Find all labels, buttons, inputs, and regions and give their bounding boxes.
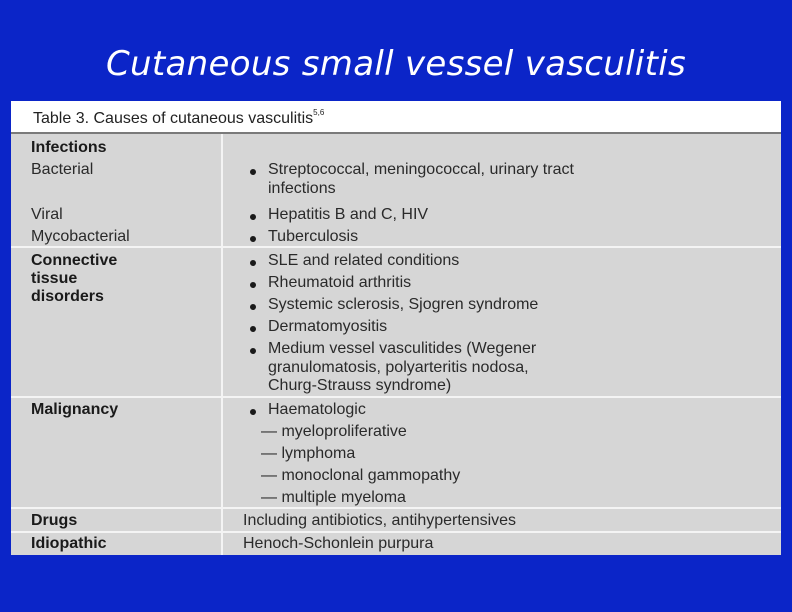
cause-multiple-myeloma: — multiple myeloma bbox=[261, 489, 406, 506]
cause-bacterial-line-1: Streptococcal, meningococcal, urinary tract bbox=[268, 161, 574, 178]
category-cell-connective-tissue bbox=[11, 248, 223, 396]
category-malignancy: Malignancy bbox=[31, 401, 119, 418]
category-cell-malignancy bbox=[11, 398, 223, 507]
bullet-icon bbox=[250, 304, 256, 310]
cause-idiopathic: Henoch-Schonlein purpura bbox=[243, 535, 434, 552]
table-caption-references: 5,6 bbox=[313, 108, 325, 117]
cause-haematologic: Haematologic bbox=[268, 401, 366, 418]
subcategory-viral: Viral bbox=[31, 206, 63, 223]
table-row-idiopathic bbox=[11, 533, 781, 555]
category-cell-drugs bbox=[11, 509, 223, 531]
bullet-icon bbox=[250, 260, 256, 266]
bullet-icon bbox=[250, 282, 256, 288]
table-row-malignancy bbox=[11, 398, 781, 509]
cause-lymphoma: — lymphoma bbox=[261, 445, 356, 462]
cause-viral: Hepatitis B and C, HIV bbox=[268, 206, 429, 223]
table-caption-text: Table 3. Causes of cutaneous vasculitis bbox=[33, 110, 314, 127]
bullet-icon bbox=[250, 169, 256, 175]
bullet-icon bbox=[250, 326, 256, 332]
cause-bacterial-line-2: infections bbox=[268, 180, 336, 197]
bullet-icon bbox=[250, 214, 256, 220]
slide-title: Cutaneous small vessel vasculitis bbox=[106, 44, 686, 84]
cause-dermatomyositis: Dermatomyositis bbox=[268, 318, 388, 335]
cause-medium-vessel-line-3: Churg-Strauss syndrome) bbox=[268, 377, 452, 394]
cause-myeloproliferative: — myeloproliferative bbox=[261, 423, 407, 440]
cause-medium-vessel-line-2: granulomatosis, polyarteritis nodosa, bbox=[268, 359, 529, 376]
category-connective-line-3: disorders bbox=[31, 288, 104, 305]
table-row-connective-tissue bbox=[11, 248, 781, 398]
bullet-icon bbox=[250, 409, 256, 415]
cause-monoclonal-gammopathy: — monoclonal gammopathy bbox=[261, 467, 461, 484]
category-connective-line-1: Connective bbox=[31, 252, 118, 269]
cause-rheumatoid: Rheumatoid arthritis bbox=[268, 274, 412, 291]
cause-sle: SLE and related conditions bbox=[268, 252, 460, 269]
category-cell-infections bbox=[11, 134, 223, 246]
bullet-icon bbox=[250, 236, 256, 242]
subcategory-mycobacterial: Mycobacterial bbox=[31, 228, 130, 245]
causes-table bbox=[11, 101, 781, 555]
subcategory-bacterial: Bacterial bbox=[31, 161, 94, 178]
cause-medium-vessel-line-1: Medium vessel vasculitides (Wegener bbox=[268, 340, 537, 357]
cause-mycobacterial: Tuberculosis bbox=[268, 228, 359, 245]
bullet-icon bbox=[250, 348, 256, 354]
table-caption bbox=[11, 101, 781, 134]
category-infections: Infections bbox=[31, 139, 107, 156]
category-drugs: Drugs bbox=[31, 512, 78, 529]
table-row-infections bbox=[11, 134, 781, 248]
cause-systemic-sclerosis: Systemic sclerosis, Sjogren syndrome bbox=[268, 296, 539, 313]
cause-drugs: Including antibiotics, antihypertensives bbox=[243, 512, 517, 529]
category-connective-line-2: tissue bbox=[31, 270, 78, 287]
table-row-drugs bbox=[11, 509, 781, 533]
category-cell-idiopathic bbox=[11, 533, 223, 555]
category-idiopathic: Idiopathic bbox=[31, 535, 107, 552]
